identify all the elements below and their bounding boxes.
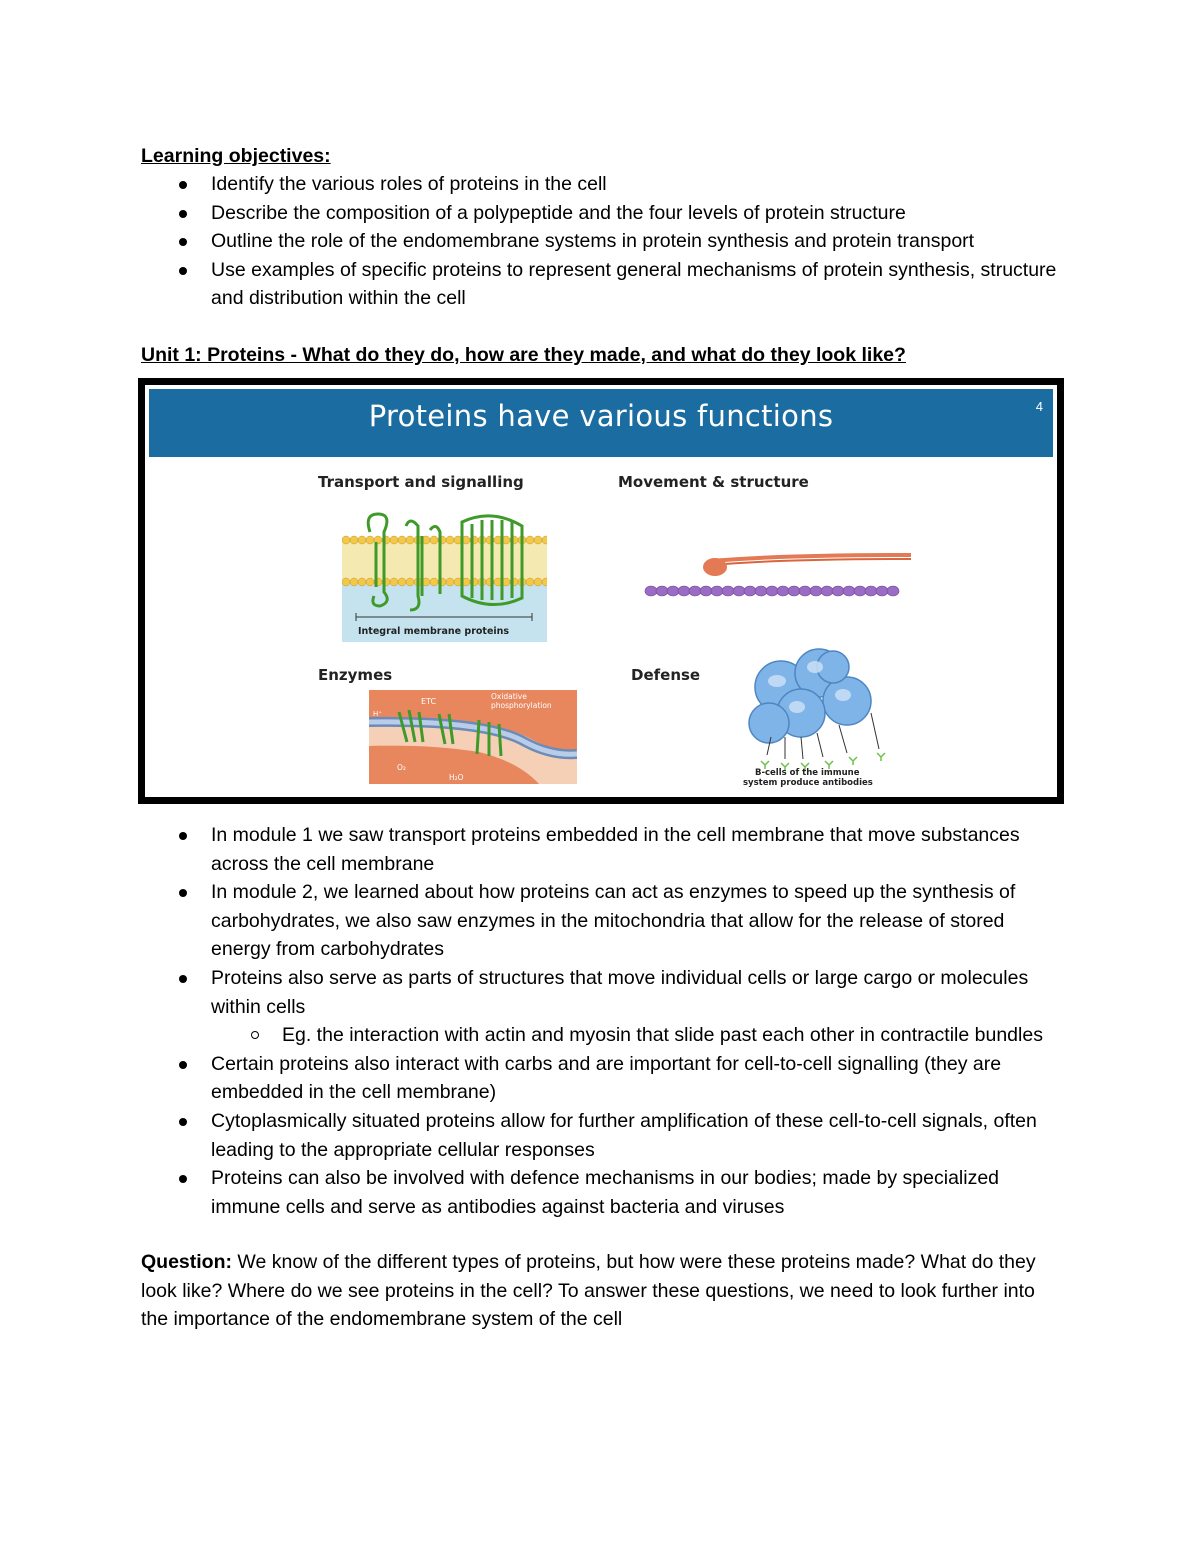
note-item-text: Proteins also serve as parts of structures that move individual cells or large cargo or molecules within cells [211,966,1029,1018]
oxphos-label-2: phosphorylation [491,700,552,710]
h-ion-label: H⁺ [373,709,382,718]
note-subitem: Eg. the interaction with actin and myosin that slide past each other in contractile bundles [211,1021,1061,1050]
bcell-caption-2: system produce antibodies [743,777,873,788]
water-label: H₂O [449,772,464,782]
note-item [141,964,1061,1050]
note-item: In module 1 we saw transport proteins embedded in the cell membrane that move substances across the cell membrane [141,821,1061,878]
membrane-proteins-image [342,512,547,642]
mitochondria-enzymes-image [369,690,577,784]
slide-title: Proteins have various functions [368,398,834,433]
unit-heading: Unit 1: Proteins - What do they do, how are they made, and what do they look like? [141,343,906,366]
document-content [141,142,1061,1334]
question-text: We know of the different types of proteins, but how were these proteins made? What do they look like? Where do we see proteins in the cell? To answer these questions, we need to look further into the importance of the endomembrane system of the cell [141,1251,1036,1331]
note-item: In module 2, we learned about how proteins can act as enzymes to speed up the synthesis of carbohydrates, we also saw enzymes in the mitochondria that allow for the release of stored energy from carbohydrates [141,878,1061,964]
panel-label-movement: Movement & structure [618,472,809,491]
membrane-caption: Integral membrane proteins [358,625,510,637]
notes-list [141,821,1061,1221]
objective-item: Outline the role of the endomembrane systems in protein synthesis and protein transport [141,227,1061,256]
objective-item: Use examples of specific proteins to represent general mechanisms of protein synthesis, structure and distribution within the cell [141,256,1061,313]
oxygen-label: O₂ [397,762,406,772]
panel-label-defense: Defense [631,665,701,684]
slide-figure [138,378,1064,804]
slide-title-bar [149,389,1053,457]
notes-sublist [211,1021,1061,1050]
note-item: Certain proteins also interact with carbs and are important for cell-to-cell signalling (they are embedded in the cell membrane) [141,1050,1061,1107]
oxphos-label-1: Oxidative [491,691,527,701]
objectives-heading: Learning objectives: [141,145,331,167]
objectives-list [141,170,1061,313]
objective-item: Identify the various roles of proteins in the cell [141,170,1061,199]
slide-number: 4 [1035,398,1043,414]
panel-label-transport: Transport and signalling [318,472,524,491]
question-paragraph [141,1248,1061,1334]
note-item: Proteins can also be involved with defence mechanisms in our bodies; made by specialized immune cells and serve as antibodies against bacteria and viruses [141,1164,1061,1221]
question-label: Question: [141,1251,232,1274]
etc-label: ETC [421,696,437,706]
note-item: Cytoplasmically situated proteins allow for further amplification of these cell-to-cell signals, often leading to the appropriate cellular responses [141,1107,1061,1164]
actin-myosin-image [641,543,921,603]
bcells-antibodies-image [741,647,901,789]
objective-item: Describe the composition of a polypeptide and the four levels of protein structure [141,199,1061,228]
bcell-caption-1: B-cells of the immune [755,767,860,778]
panel-label-enzymes: Enzymes [318,665,393,684]
